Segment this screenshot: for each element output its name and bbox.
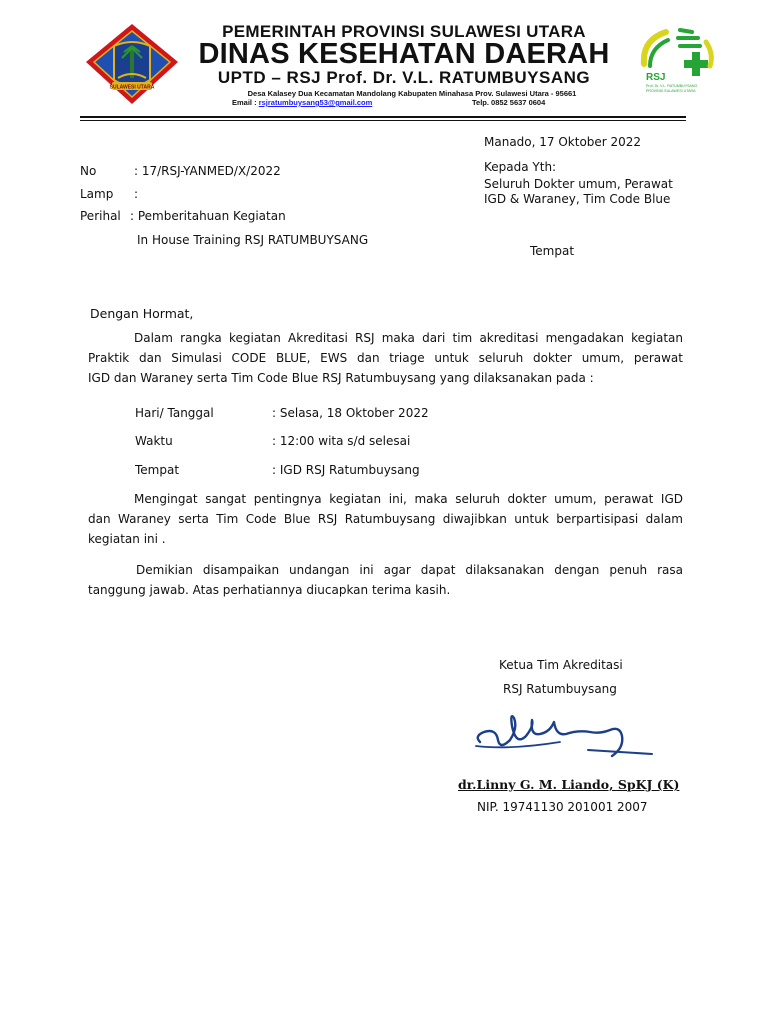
detail-label-time: Waktu — [135, 434, 173, 448]
letterhead-phone: Telp. 0852 5637 0604 — [472, 98, 546, 107]
letterhead-line3: UPTD – RSJ Prof. Dr. V.L. RATUMBUYSANG — [217, 68, 591, 87]
paragraph-2 — [88, 489, 683, 549]
paragraph-line: dan Waraney serta Tim Code Blue RSJ Ratumbuysang diwajibkan untuk berpartisipasi dalam — [88, 512, 683, 526]
emblem-ribbon-text: SULAWESI UTARA — [109, 84, 155, 91]
recipient-line2: IGD & Waraney, Tim Code Blue — [484, 192, 671, 206]
paragraph-line: Mengingat sangat pentingnya kegiatan ini, maka seluruh dokter umum, perawat IGD — [134, 492, 683, 506]
recipient-tempat: Tempat — [530, 244, 575, 258]
detail-value-date: : Selasa, 18 Oktober 2022 — [272, 406, 429, 420]
lamp-label: Lamp — [80, 187, 114, 201]
paragraph-3 — [88, 560, 683, 600]
no-label: No — [80, 164, 97, 178]
rsj-logo-caption1: Prof. Dr. V.L. RATUMBUYSANG — [646, 84, 698, 88]
letterhead-address: Desa Kalasey Dua Kecamatan Mandolang Kabupaten Minahasa Prov. Sulawesi Utara - 95661 — [247, 89, 577, 98]
paragraph-1 — [88, 328, 683, 388]
recipient-kepada: Kepada Yth: — [484, 160, 557, 174]
paragraph-line: IGD dan Waraney serta Tim Code Blue RSJ Ratumbuysang yang dilaksanakan pada : — [88, 371, 594, 385]
signature-role1: Ketua Tim Akreditasi — [499, 658, 623, 672]
handwritten-signature — [470, 706, 660, 764]
letterhead-line1: PEMERINTAH PROVINSI SULAWESI UTARA — [222, 22, 586, 41]
recipient-line1: Seluruh Dokter umum, Perawat — [484, 177, 673, 191]
greeting: Dengan Hormat, — [90, 306, 194, 321]
email-link[interactable]: rsjratumbuysang53@gmail.com — [258, 98, 373, 107]
signatory-nip: NIP. 19741130 201001 2007 — [477, 800, 648, 814]
paragraph-line: Demikian disampaikan undangan ini agar dapat dilaksanakan dengan penuh rasa — [136, 563, 683, 577]
no-value: : 17/RSJ-YANMED/X/2022 — [134, 164, 281, 178]
detail-label-date: Hari/ Tanggal — [135, 406, 214, 420]
rsj-logo-caption2: PROVINSI SULAWESI UTARA — [646, 89, 696, 93]
paragraph-line: tanggung jawab. Atas perhatiannya diucapkan terima kasih. — [88, 583, 451, 597]
rsj-logo-acronym: RSJ — [646, 72, 666, 83]
detail-value-time: : 12:00 wita s/d selesai — [272, 434, 411, 448]
perihal-value-line2: In House Training RSJ RATUMBUYSANG — [137, 233, 369, 247]
letterhead-email-row — [232, 98, 372, 107]
perihal-value: : Pemberitahuan Kegiatan — [130, 209, 286, 223]
letterhead-rule-thick — [80, 116, 686, 118]
detail-value-place: : IGD RSJ Ratumbuysang — [272, 463, 420, 477]
place-date: Manado, 17 Oktober 2022 — [484, 135, 642, 149]
letterhead-rule-thin — [80, 120, 686, 121]
rsj-hospital-logo — [640, 28, 720, 96]
signatory-name: dr.Linny G. M. Liando, SpKJ (K) — [458, 777, 680, 792]
paragraph-line: kegiatan ini . — [88, 532, 166, 546]
letterhead-line2: DINAS KESEHATAN DAERAH — [198, 38, 610, 70]
paragraph-line: Dalam rangka kegiatan Akreditasi RSJ maka dari tim akreditasi mengadakan kegiatan — [134, 331, 683, 345]
lamp-value: : — [134, 187, 139, 201]
email-label: Email : — [232, 98, 259, 107]
detail-label-place: Tempat — [135, 463, 180, 477]
perihal-label: Perihal — [80, 209, 121, 223]
signature-role2: RSJ Ratumbuysang — [503, 682, 617, 696]
paragraph-line: Praktik dan Simulasi CODE BLUE, EWS dan triage untuk seluruh dokter umum, perawat — [88, 351, 683, 365]
